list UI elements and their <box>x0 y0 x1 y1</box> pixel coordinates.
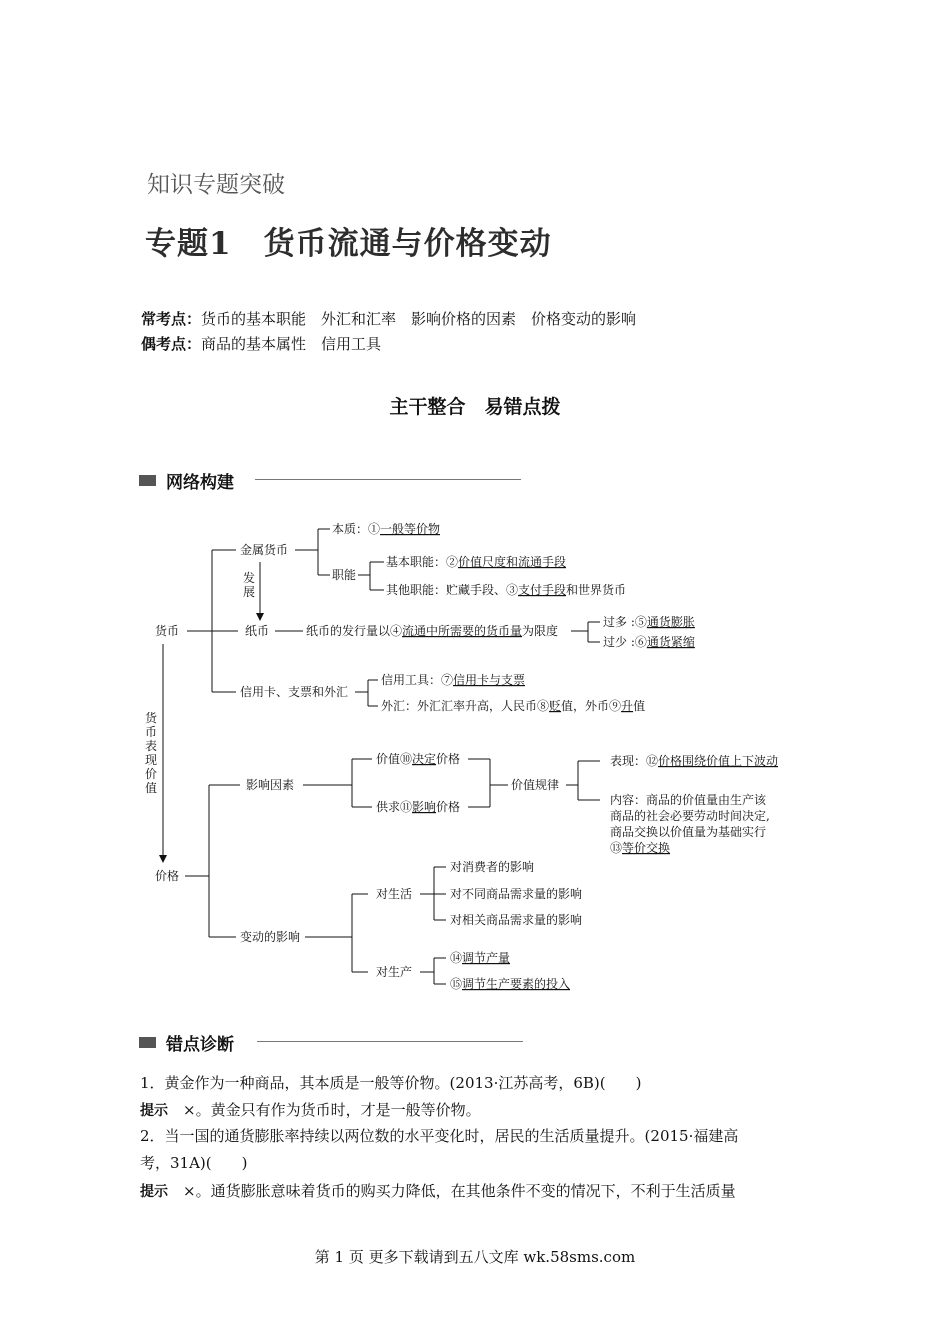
occasional-points-label: 偶考点： <box>141 335 202 353</box>
page-footer: 第 1 页 更多下载请到五八文库 wk.58sms.com <box>314 1248 636 1266</box>
hint-label: 提示 <box>140 1184 168 1200</box>
question-1: 1．黄金作为一种商品，其本质是一般等价物。(2013·江苏高考，6B)( ) <box>140 1074 642 1092</box>
series-label: 知识专题突破 <box>147 172 285 198</box>
node-production-1: ⑭调节产量 <box>450 951 511 965</box>
node-content-line-4: ⑬等价交换 <box>610 841 671 855</box>
question-2-line-2: 考，31A)( ) <box>140 1154 248 1172</box>
answer-1-text: ×。黄金只有作为货币时，才是一般等价物。 <box>183 1101 481 1119</box>
diagnosis-heading-text: 错点诊断 <box>166 1035 234 1055</box>
node-supply-demand: 供求⑪影响价格 <box>376 800 461 814</box>
node-production-2: ⑮调节生产要素的投入 <box>450 977 571 991</box>
node-develop: 发展 <box>243 571 256 599</box>
node-on-production: 对生产 <box>376 965 413 979</box>
node-issue-limit: 纸币的发行量以④流通中所需要的货币量为限度 <box>306 624 559 638</box>
answer-1 <box>140 1099 481 1120</box>
diagnosis-heading-rule <box>257 1041 523 1042</box>
diagnosis-heading <box>139 1030 234 1055</box>
node-life-1: 对消费者的影响 <box>450 860 535 874</box>
section-marker-icon <box>139 1037 156 1048</box>
node-paper-money: 纸币 <box>245 624 270 638</box>
common-points-label: 常考点： <box>141 310 202 328</box>
node-price: 价格 <box>155 869 180 883</box>
hint-label: 提示 <box>140 1103 168 1119</box>
node-expression: 表现：⑫价格围绕价值上下波动 <box>610 754 779 768</box>
node-too-much: 过多 :⑤通货膨胀 <box>603 615 695 629</box>
common-points-items: 货币的基本职能 外汇和汇率 影响价格的因素 价格变动的影响 <box>201 310 637 328</box>
node-on-life: 对生活 <box>376 887 413 901</box>
node-content-line-1: 内容：商品的价值量由生产该 <box>610 793 767 807</box>
node-basic-function: 基本职能：②价值尺度和流通手段 <box>386 555 567 569</box>
node-other-function: 其他职能：贮藏手段、③支付手段和世界货币 <box>386 583 627 597</box>
occasional-points-items: 商品的基本属性 信用工具 <box>201 335 382 353</box>
node-content-line-2: 商品的社会必要劳动时间决定, <box>610 809 770 823</box>
node-money: 货币 <box>155 624 180 638</box>
node-money-expresses-value: 货币表现价值 <box>145 711 158 795</box>
node-life-3: 对相关商品需求量的影响 <box>450 913 583 927</box>
question-2-line-1: 2．当一国的通货膨胀率持续以两位数的水平变化时，居民的生活质量提升。(2015·福建高 <box>140 1127 739 1145</box>
answer-2-text: ×。通货膨胀意味着货币的购买力降低，在其他条件不变的情况下，不利于生活质量 <box>183 1182 736 1200</box>
node-factors: 影响因素 <box>246 778 295 792</box>
node-credit-tools: 信用工具：⑦信用卡与支票 <box>381 673 526 687</box>
section-banner: 主干整合 易错点拨 <box>389 396 561 418</box>
node-content-line-3: 商品交换以价值量为基础实行 <box>610 825 767 839</box>
node-life-2: 对不同商品需求量的影响 <box>450 887 583 901</box>
node-value-decides: 价值⑩决定价格 <box>376 752 461 766</box>
node-effects: 变动的影响 <box>240 930 301 944</box>
node-foreign-exchange: 外汇：外汇汇率升高，人民币⑧贬值，外币⑨升值 <box>381 699 646 713</box>
node-too-little: 过少 :⑥通货紧缩 <box>603 635 695 649</box>
answer-2 <box>140 1180 736 1201</box>
network-heading-text: 网络构建 <box>166 473 234 493</box>
node-functions: 职能 <box>332 568 357 582</box>
node-metal-money: 金属货币 <box>240 543 289 557</box>
topic-title: 专题1 货币流通与价格变动 <box>145 226 552 262</box>
node-essence: 本质：①一般等价物 <box>332 522 441 536</box>
node-credit-group: 信用卡、支票和外汇 <box>240 685 349 699</box>
node-law-of-value: 价值规律 <box>511 778 560 792</box>
